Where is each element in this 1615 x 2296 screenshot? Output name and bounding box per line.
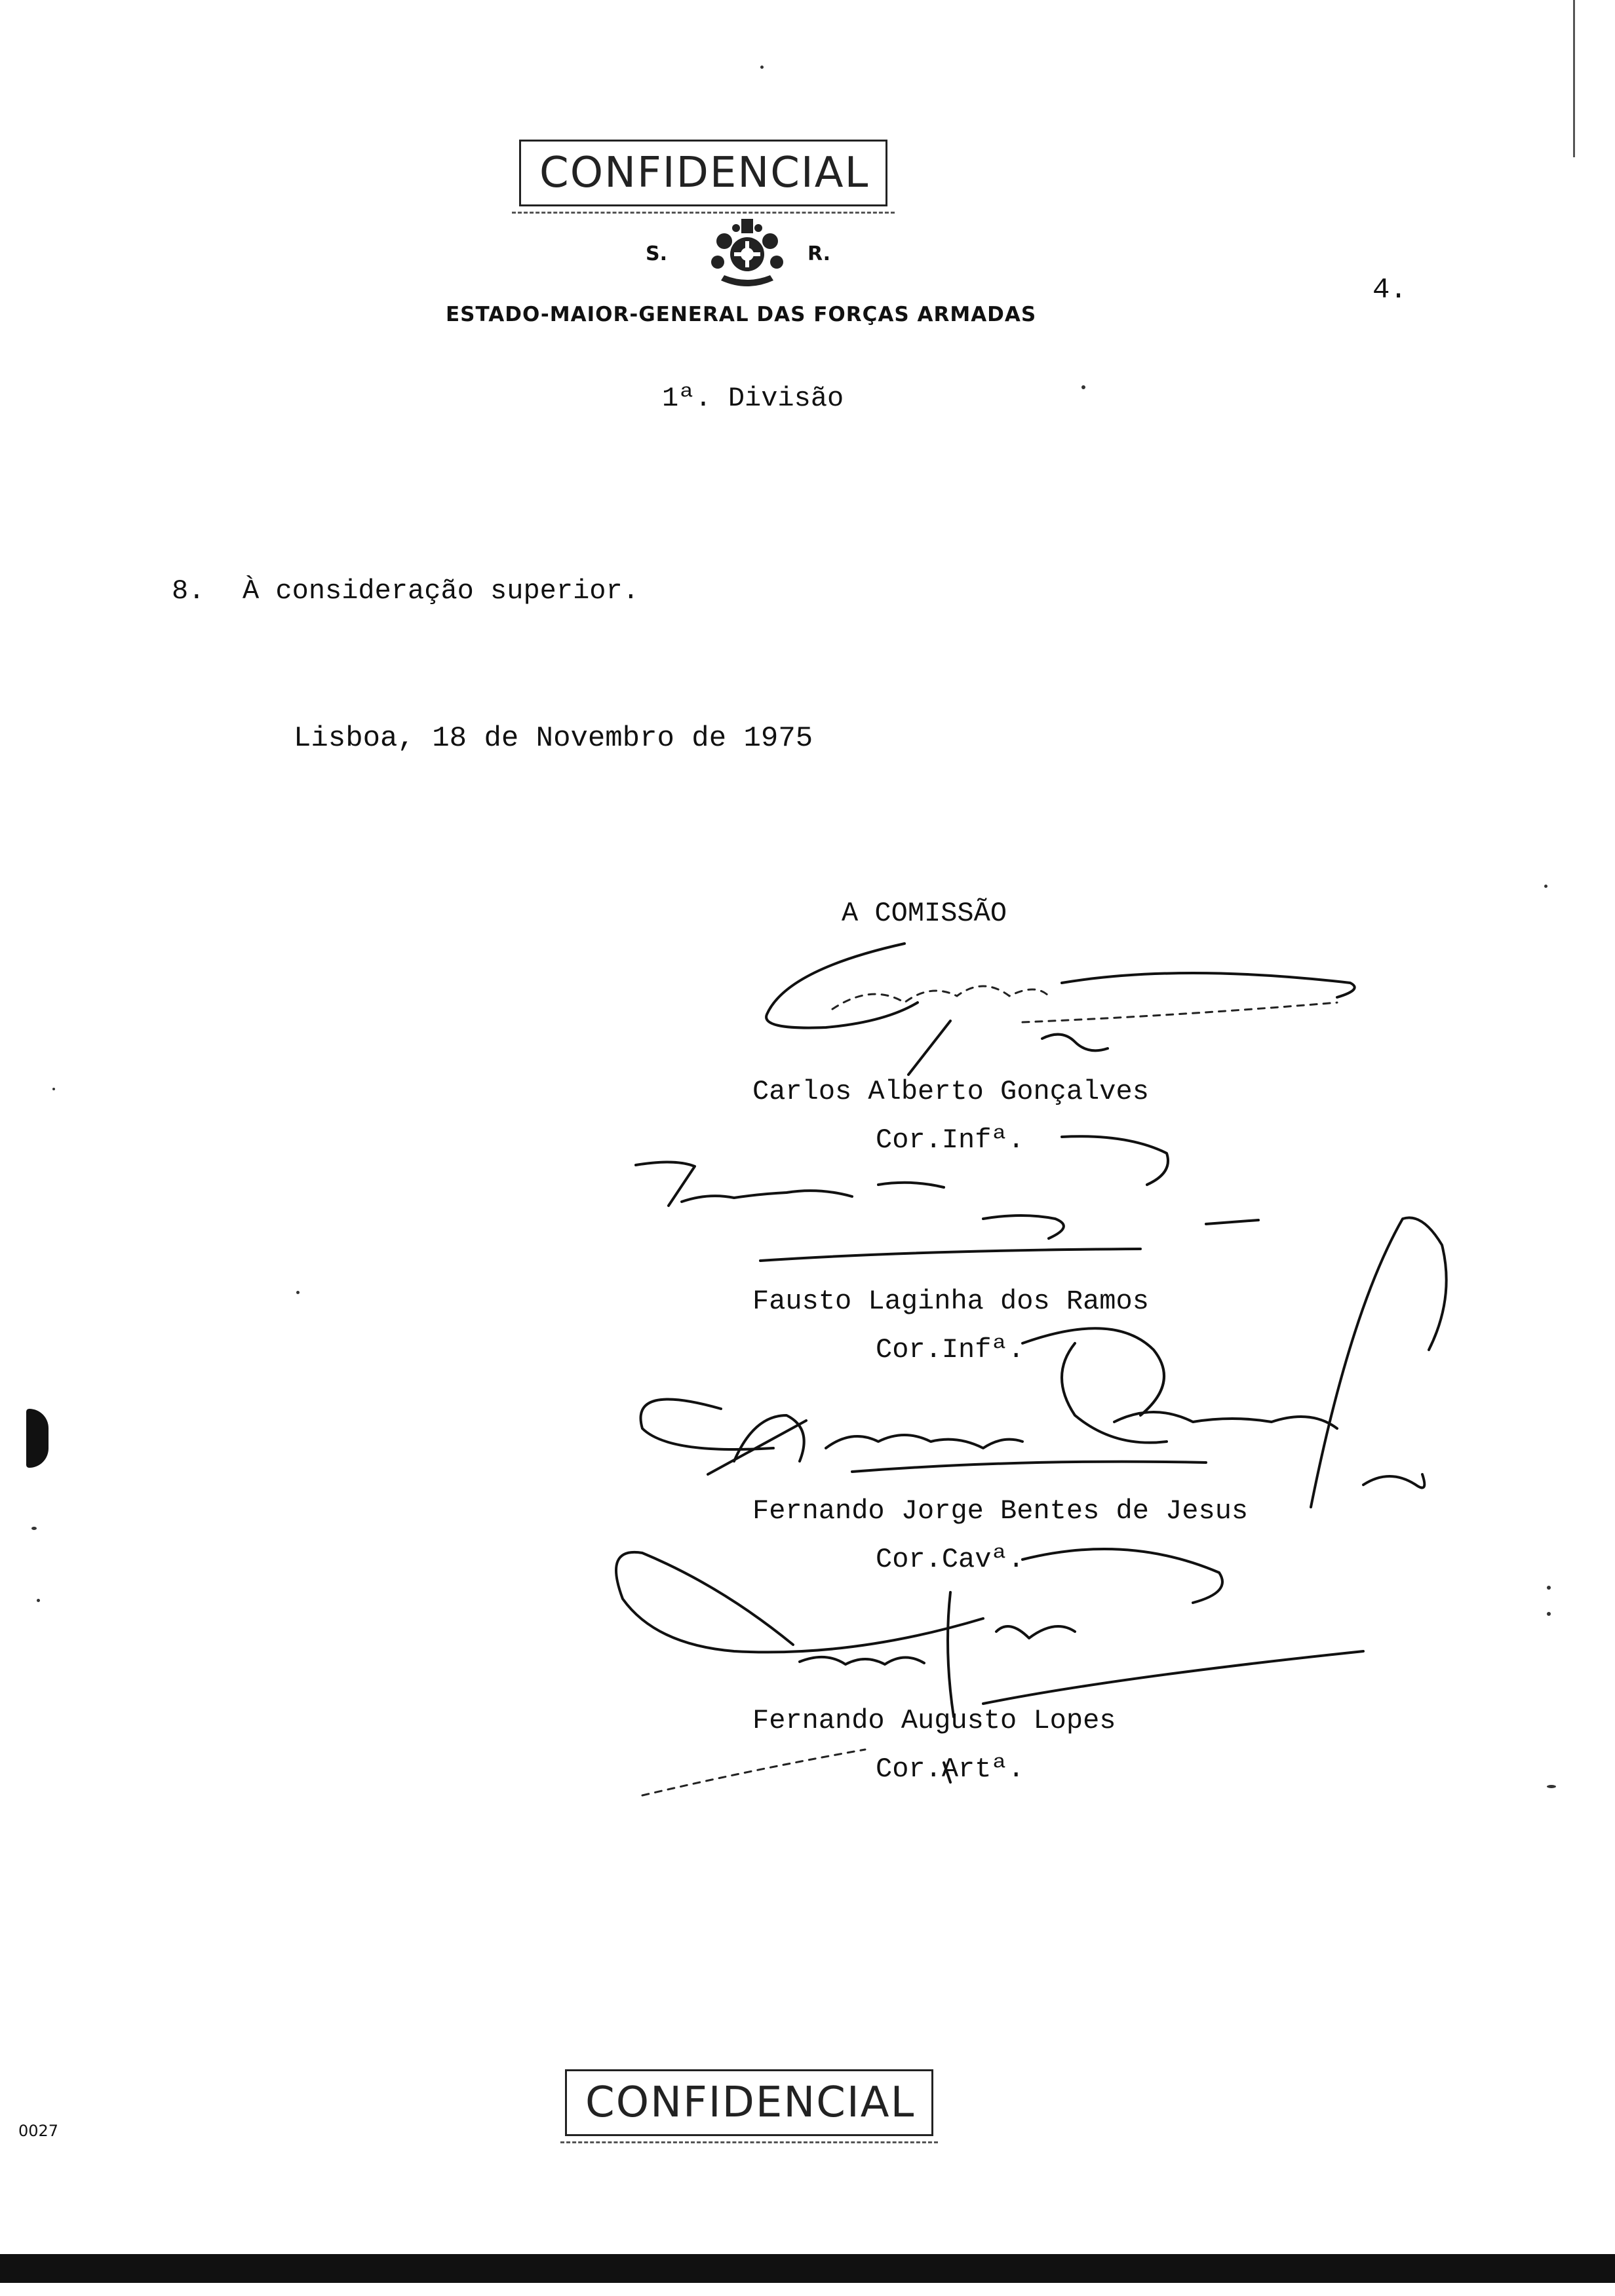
member-rank: Cor.Infª. xyxy=(876,1124,1024,1156)
item-number: 8. xyxy=(172,575,205,607)
member-name: Carlos Alberto Gonçalves xyxy=(752,1076,1149,1107)
member-rank: Cor.Infª. xyxy=(876,1334,1024,1366)
page-number: 4. xyxy=(1372,274,1407,307)
division-heading: 1ª. Divisão xyxy=(662,383,844,414)
member-name: Fernando Jorge Bentes de Jesus xyxy=(752,1495,1249,1527)
member-name: Fausto Laginha dos Ramos xyxy=(752,1286,1149,1317)
member-name: Fernando Augusto Lopes xyxy=(752,1705,1116,1736)
signature-4 xyxy=(616,1549,1363,1795)
confidential-stamp-top: CONFIDENCIAL xyxy=(519,140,887,206)
scan-right-edge-line xyxy=(1573,0,1575,157)
emblem-left-letter: S. xyxy=(646,242,668,265)
organization-name: ESTADO-MAIOR-GENERAL DAS FORÇAS ARMADAS xyxy=(446,303,1037,326)
reference-code: 0027 xyxy=(18,2122,59,2140)
emblem-right-letter: R. xyxy=(808,242,831,265)
confidential-stamp-bottom: CONFIDENCIAL xyxy=(565,2069,933,2136)
item-text: À consideração superior. xyxy=(243,575,639,607)
commission-heading: A COMISSÃO xyxy=(842,898,1007,929)
member-rank: Cor.Cavª. xyxy=(876,1544,1024,1575)
member-rank: Cor.Artª. xyxy=(876,1753,1024,1785)
signature-2 xyxy=(636,1136,1258,1261)
place-and-date: Lisboa, 18 de Novembro de 1975 xyxy=(294,722,813,755)
scan-bottom-border xyxy=(0,2254,1615,2283)
scan-hole-punch-mark xyxy=(26,1409,49,1468)
signature-1 xyxy=(766,944,1355,1075)
